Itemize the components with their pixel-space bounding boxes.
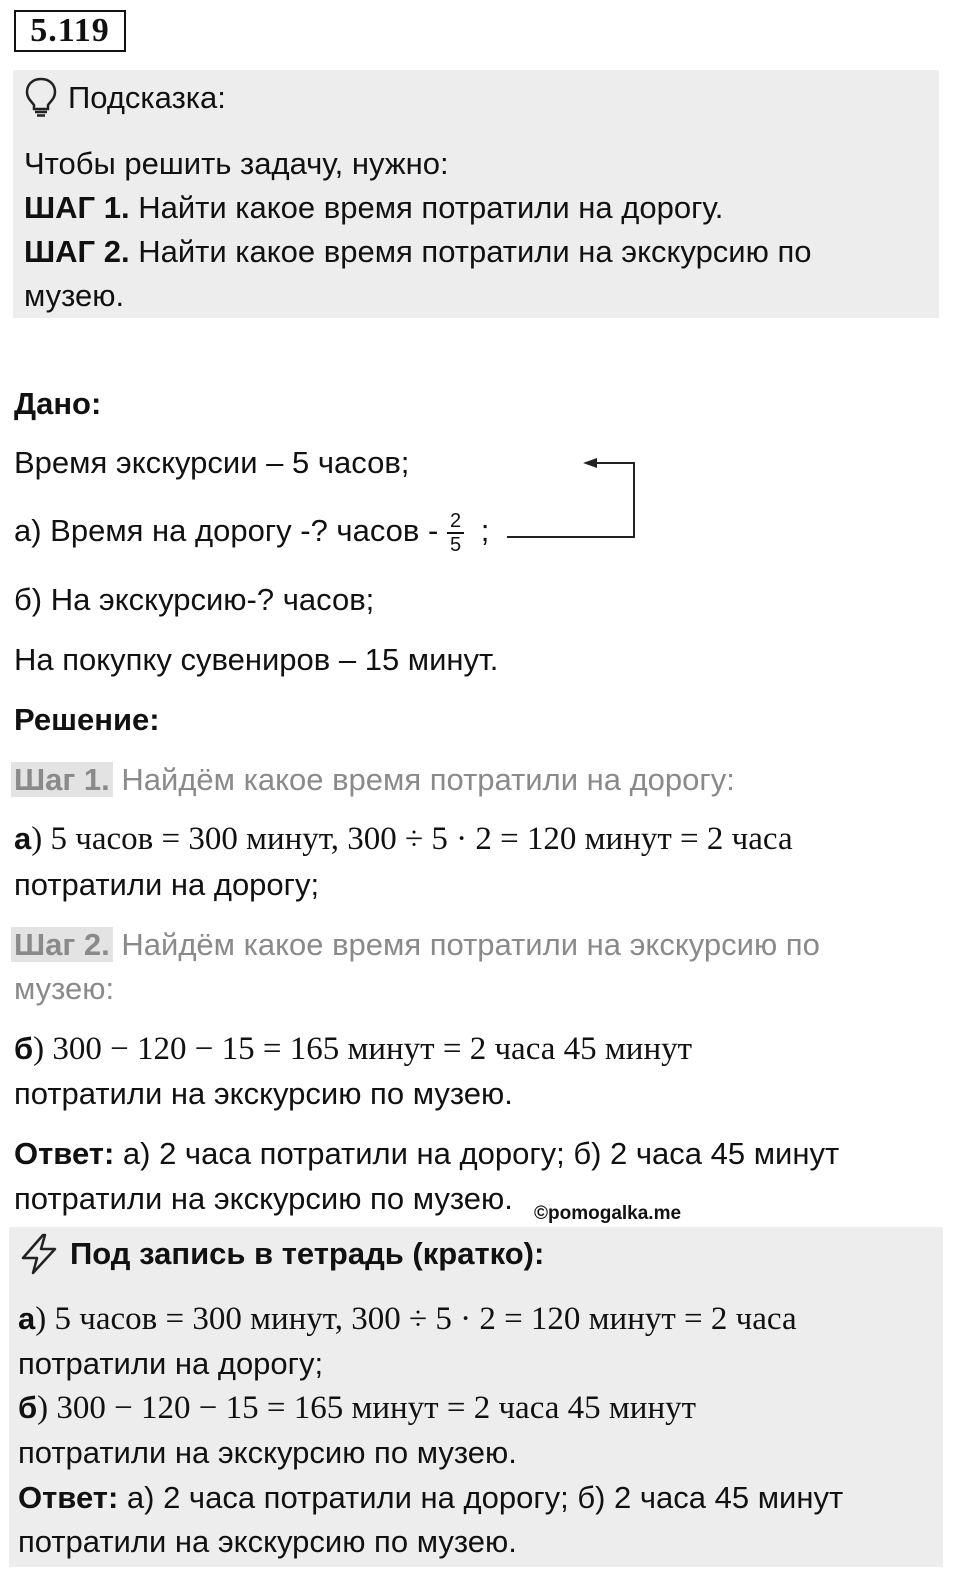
short-answer-cont: потратили на экскурсию по музею. — [18, 1524, 517, 1559]
solution-b-cont: потратили на экскурсию по музею. — [14, 1076, 513, 1111]
hint-step2-text: Найти какое время потратили на экскурсию по — [129, 234, 812, 269]
solution-step2-cont: музею: — [14, 971, 115, 1006]
solution-b — [14, 1027, 692, 1071]
hint-step1-label: ШАГ 1. — [24, 190, 130, 225]
hint-intro: Чтобы решить задачу, нужно: — [24, 146, 449, 181]
solution-answer-text: а) 2 часа потратили на дорогу; б) 2 часа 45 минут — [114, 1136, 840, 1171]
given-line-3: б) На экскурсию-? часов; — [14, 582, 375, 617]
short-answer-text: а) 2 часа потратили на дорогу; б) 2 часа 45 минут — [118, 1480, 844, 1515]
solution-a-label: а — [14, 821, 32, 856]
solution-answer — [14, 1132, 839, 1176]
task-number: 5.119 — [14, 10, 126, 52]
solution-step1-label: Шаг 1. — [11, 762, 113, 797]
solution-a-expression: ) 5 часов = 300 минут, 300 ÷ 5 · 2 = 120 минут = 2 часа — [31, 821, 793, 857]
short-answer-label: Ответ: — [18, 1480, 119, 1515]
given-line-1: Время экскурсии – 5 часов; — [14, 445, 410, 480]
short-a-cont: потратили на дорогу; — [18, 1346, 324, 1381]
given-line-2-text: а) Время на дорогу -? часов - — [14, 513, 439, 548]
solution-step1 — [14, 758, 735, 802]
short-a-label: а — [18, 1301, 36, 1336]
short-b-label: б — [18, 1390, 38, 1425]
given-heading: Дано: — [14, 386, 102, 421]
solution-b-expression: ) 300 − 120 − 15 = 165 минут = 2 часа 45 минут — [33, 1031, 693, 1067]
fraction-numerator: 2 — [447, 510, 464, 534]
fraction-denominator: 5 — [449, 533, 462, 556]
hint-step1 — [24, 186, 723, 230]
watermark: ©pomogalka.me — [534, 1203, 682, 1224]
given-line-2-end: ; — [480, 513, 490, 548]
given-line-4: На покупку сувениров – 15 минут. — [14, 642, 499, 677]
solution-step2-text: Найдём какое время потратили на экскурсию по — [112, 927, 820, 962]
hint-title: Подсказка: — [68, 80, 226, 115]
fraction — [447, 510, 464, 556]
short-b-cont: потратили на экскурсию по музею. — [18, 1435, 517, 1470]
solution-step2-label: Шаг 2. — [11, 927, 113, 962]
hint-step2-label: ШАГ 2. — [24, 234, 130, 269]
short-title: Под запись в тетрадь (кратко): — [70, 1236, 545, 1271]
solution-heading: Решение: — [14, 702, 160, 737]
solution-a-cont: потратили на дорогу; — [14, 867, 320, 902]
lightning-icon — [18, 1232, 60, 1276]
solution-b-label: б — [14, 1031, 34, 1066]
solution-step1-text: Найдём какое время потратили на дорогу: — [112, 762, 735, 797]
hint-step2 — [24, 230, 812, 274]
solution-a — [14, 817, 793, 861]
short-answer — [18, 1476, 843, 1520]
lightbulb-icon — [24, 76, 58, 118]
relation-arrow — [505, 455, 645, 545]
hint-step2-cont: музею. — [24, 278, 125, 313]
short-a-expression: ) 5 часов = 300 минут, 300 ÷ 5 · 2 = 120 минут = 2 часа — [35, 1301, 797, 1337]
short-b-expression: ) 300 − 120 − 15 = 165 минут = 2 часа 45 минут — [37, 1390, 697, 1426]
solution-answer-label: Ответ: — [14, 1136, 115, 1171]
solution-answer-cont: потратили на экскурсию по музею. — [14, 1181, 513, 1216]
given-line-2 — [14, 509, 489, 556]
solution-step2 — [14, 923, 820, 967]
short-b — [18, 1386, 696, 1430]
short-a — [18, 1297, 797, 1341]
hint-step1-text: Найти какое время потратили на дорогу. — [129, 190, 724, 225]
